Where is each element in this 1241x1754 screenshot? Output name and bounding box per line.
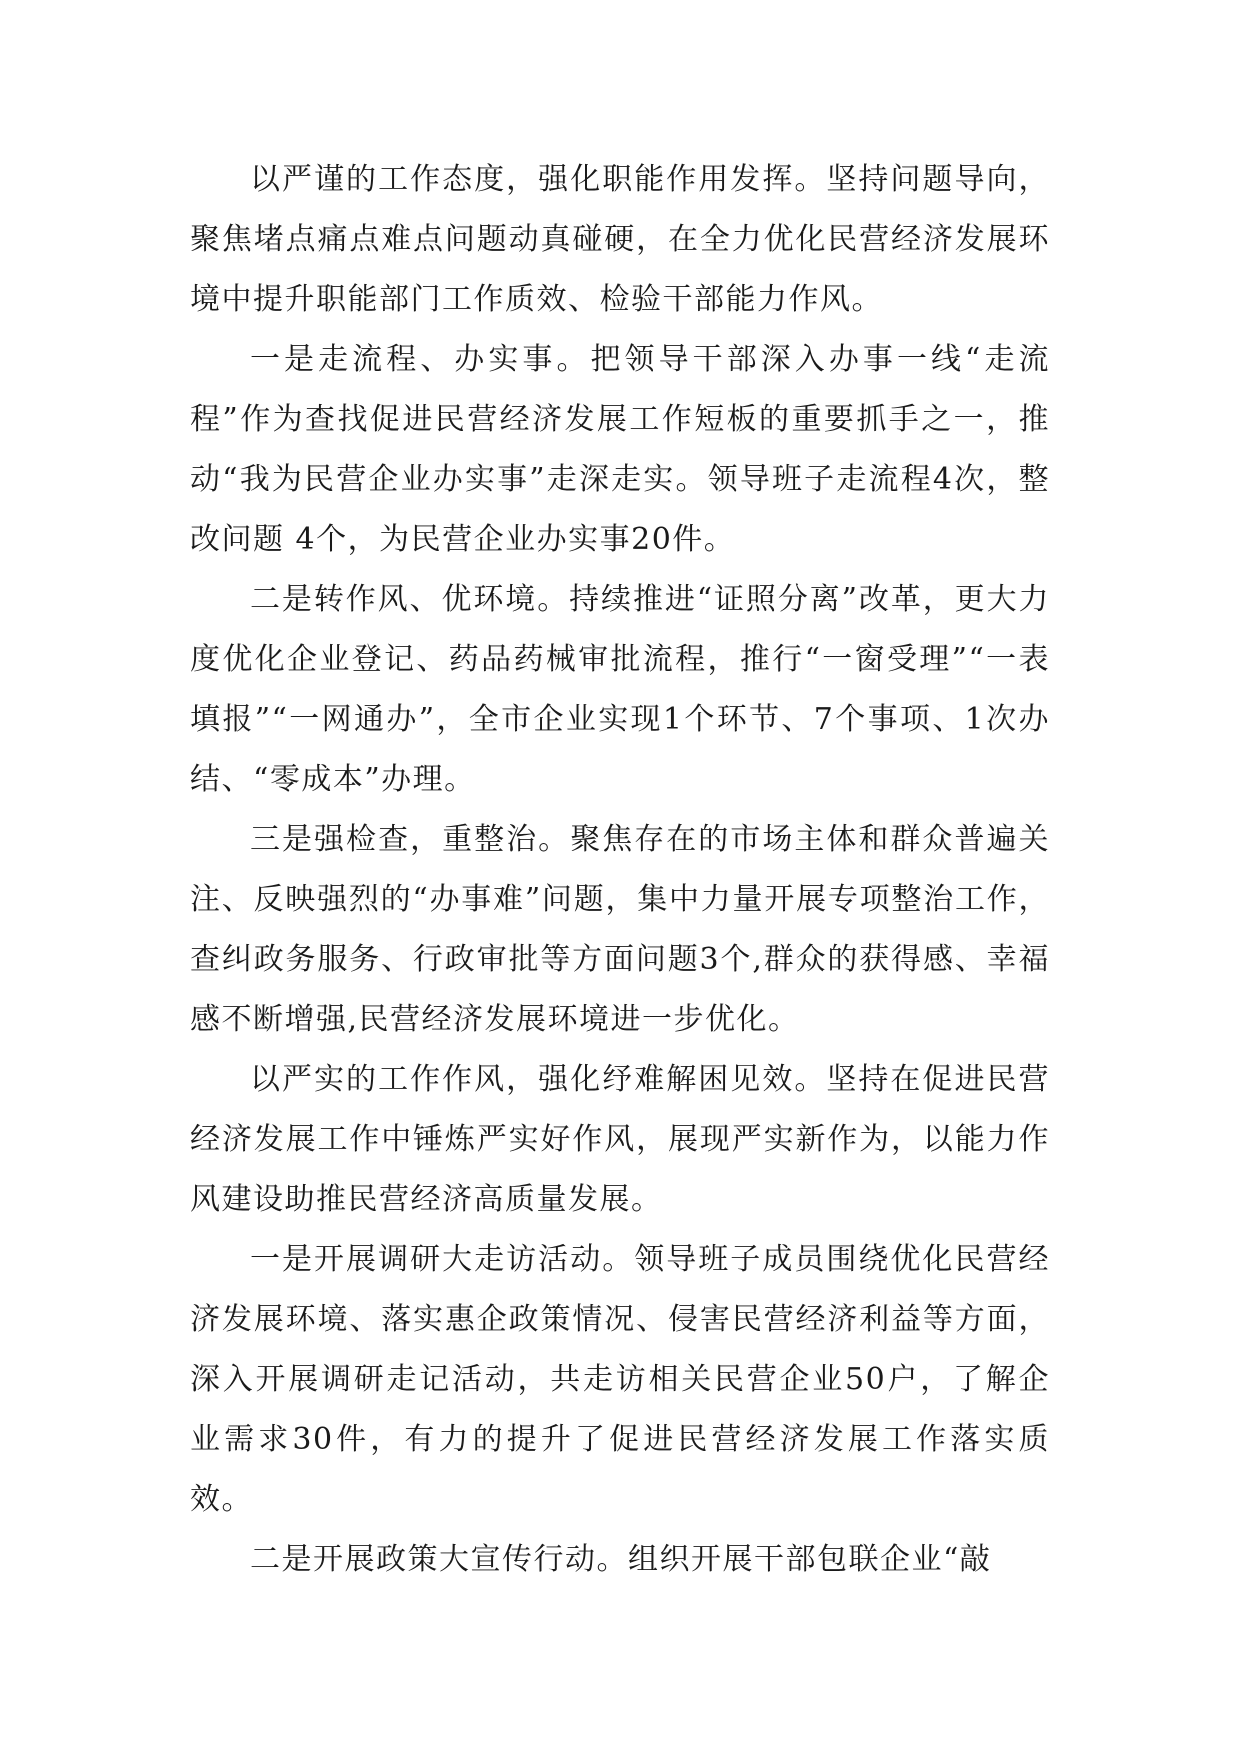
paragraph-3: 二是转作风、优环境。持续推进“证照分离”改革，更大力度优化企业登记、药品药械审批流程，推行“一窗受理”“一表填报”“一网通办”，全市企业实现1个环节、7个事项、1次办结、“零成本”办理。: [190, 582, 1050, 797]
paragraph-2: 一是走流程、办实事。把领导干部深入办事一线“走流程”作为查找促进民营经济发展工作短板的重要抓手之一，推动“我为民营企业办实事”走深走实。领导班子走流程4次，整改问题 4个，为民营企业办实事20件。: [190, 342, 1050, 557]
paragraph-6: 一是开展调研大走访活动。领导班子成员围绕优化民营经济发展环境、落实惠企政策情况、侵害民营经济利益等方面，深入开展调研走记活动，共走访相关民营企业50户，了解企业需求30件，有力的提升了促进民营经济发展工作落实质效。: [190, 1242, 1050, 1517]
paragraph-1: 以严谨的工作态度，强化职能作用发挥。坚持问题导向，聚焦堵点痛点难点问题动真碰硬，在全力优化民营经济发展环境中提升职能部门工作质效、检验干部能力作风。: [190, 162, 1050, 317]
document-body: [190, 150, 1050, 1590]
paragraph-7: 二是开展政策大宣传行动。组织开展干部包联企业“敲: [250, 1542, 992, 1577]
paragraph-5: 以严实的工作作风，强化纾难解困见效。坚持在促进民营经济发展工作中锤炼严实好作风，展现严实新作为，以能力作风建设助推民营经济高质量发展。: [190, 1062, 1050, 1217]
paragraph-4: 三是强检查，重整治。聚焦存在的市场主体和群众普遍关注、反映强烈的“办事难”问题，集中力量开展专项整治工作，查纠政务服务、行政审批等方面问题3个,群众的获得感、幸福感不断增强,民营经济发展环境进一步优化。: [190, 822, 1050, 1037]
